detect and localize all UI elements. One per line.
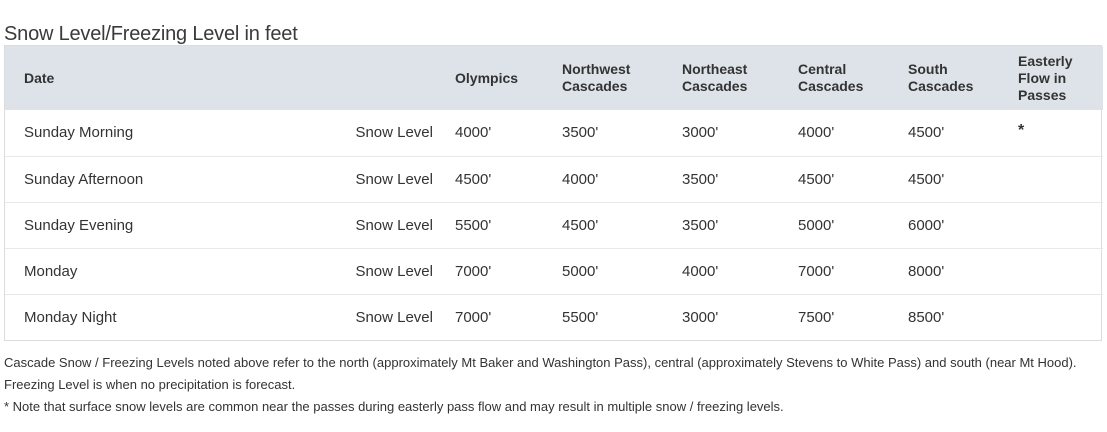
cell-northwest: 5500'	[543, 294, 663, 340]
table-row	[5, 294, 1103, 340]
note-regions: Cascade Snow / Freezing Levels noted above refer to the north (approximately Mt Baker and Washington Pass), central (approximately Stevens to White Pass) and south (near Mt Hood). Freezing Level is when no precipitation is forecast.	[4, 355, 1077, 392]
header-south-cascades: South Cascades	[908, 61, 974, 94]
cell-central: 4000'	[798, 124, 835, 142]
cell-date: Sunday Morning	[24, 124, 134, 142]
note-easterly-flow: * Note that surface snow levels are common near the passes during easterly pass flow and may result in multiple snow / freezing levels.	[4, 399, 784, 414]
cell-date: Monday	[5, 248, 245, 294]
header-date: Date	[24, 69, 55, 86]
cell-northwest: 4500'	[543, 202, 663, 248]
cell-easterly-flow	[999, 248, 1103, 294]
cell-northwest: 3500'	[562, 124, 599, 142]
cell-type: Snow Level	[245, 248, 455, 294]
cell-northeast: 3000'	[663, 294, 779, 340]
table-row	[5, 202, 1103, 248]
header-type	[245, 46, 455, 110]
snow-level-table	[5, 46, 1103, 340]
header-northwest-cascades: Northwest Cascades	[562, 61, 631, 94]
cell-olympics: 4000'	[455, 124, 492, 142]
cell-olympics: 4500'	[455, 156, 543, 202]
cell-type: Snow Level	[245, 202, 455, 248]
cell-northeast: 3000'	[682, 124, 719, 142]
header-northeast-cascades: Northeast Cascades	[682, 61, 748, 94]
table-row	[5, 248, 1103, 294]
cell-central: 7500'	[779, 294, 889, 340]
cell-northeast: 3500'	[663, 156, 779, 202]
cell-easterly-flow	[999, 202, 1103, 248]
header-central-cascades: Central Cascades	[798, 61, 864, 94]
cell-south: 6000'	[889, 202, 999, 248]
table-row	[5, 156, 1103, 202]
cell-date: Monday Night	[5, 294, 245, 340]
table-header-row	[5, 46, 1103, 110]
cell-northeast: 3500'	[663, 202, 779, 248]
cell-type: Snow Level	[355, 124, 433, 142]
cell-south: 4500'	[908, 124, 945, 142]
table-row	[5, 110, 1103, 156]
cell-type: Snow Level	[245, 156, 455, 202]
cell-date: Sunday Afternoon	[5, 156, 245, 202]
cell-northeast: 4000'	[663, 248, 779, 294]
cell-central: 5000'	[779, 202, 889, 248]
cell-south: 4500'	[889, 156, 999, 202]
cell-northwest: 4000'	[543, 156, 663, 202]
cell-central: 4500'	[779, 156, 889, 202]
cell-northwest: 5000'	[543, 248, 663, 294]
cell-south: 8000'	[889, 248, 999, 294]
cell-date: Sunday Evening	[5, 202, 245, 248]
cell-olympics: 5500'	[455, 202, 543, 248]
page-title: Snow Level/Freezing Level in feet	[4, 22, 298, 45]
cell-central: 7000'	[779, 248, 889, 294]
cell-type: Snow Level	[245, 294, 455, 340]
cell-easterly-flow: *	[1018, 122, 1025, 139]
header-olympics: Olympics	[455, 69, 519, 86]
footnotes	[4, 352, 1094, 418]
cell-south: 8500'	[889, 294, 999, 340]
cell-olympics: 7000'	[455, 294, 543, 340]
cell-easterly-flow	[999, 294, 1103, 340]
snow-level-table-container	[4, 45, 1102, 341]
cell-easterly-flow	[999, 156, 1103, 202]
header-easterly-flow: Easterly Flow in Passes	[1018, 52, 1073, 103]
cell-olympics: 7000'	[455, 248, 543, 294]
